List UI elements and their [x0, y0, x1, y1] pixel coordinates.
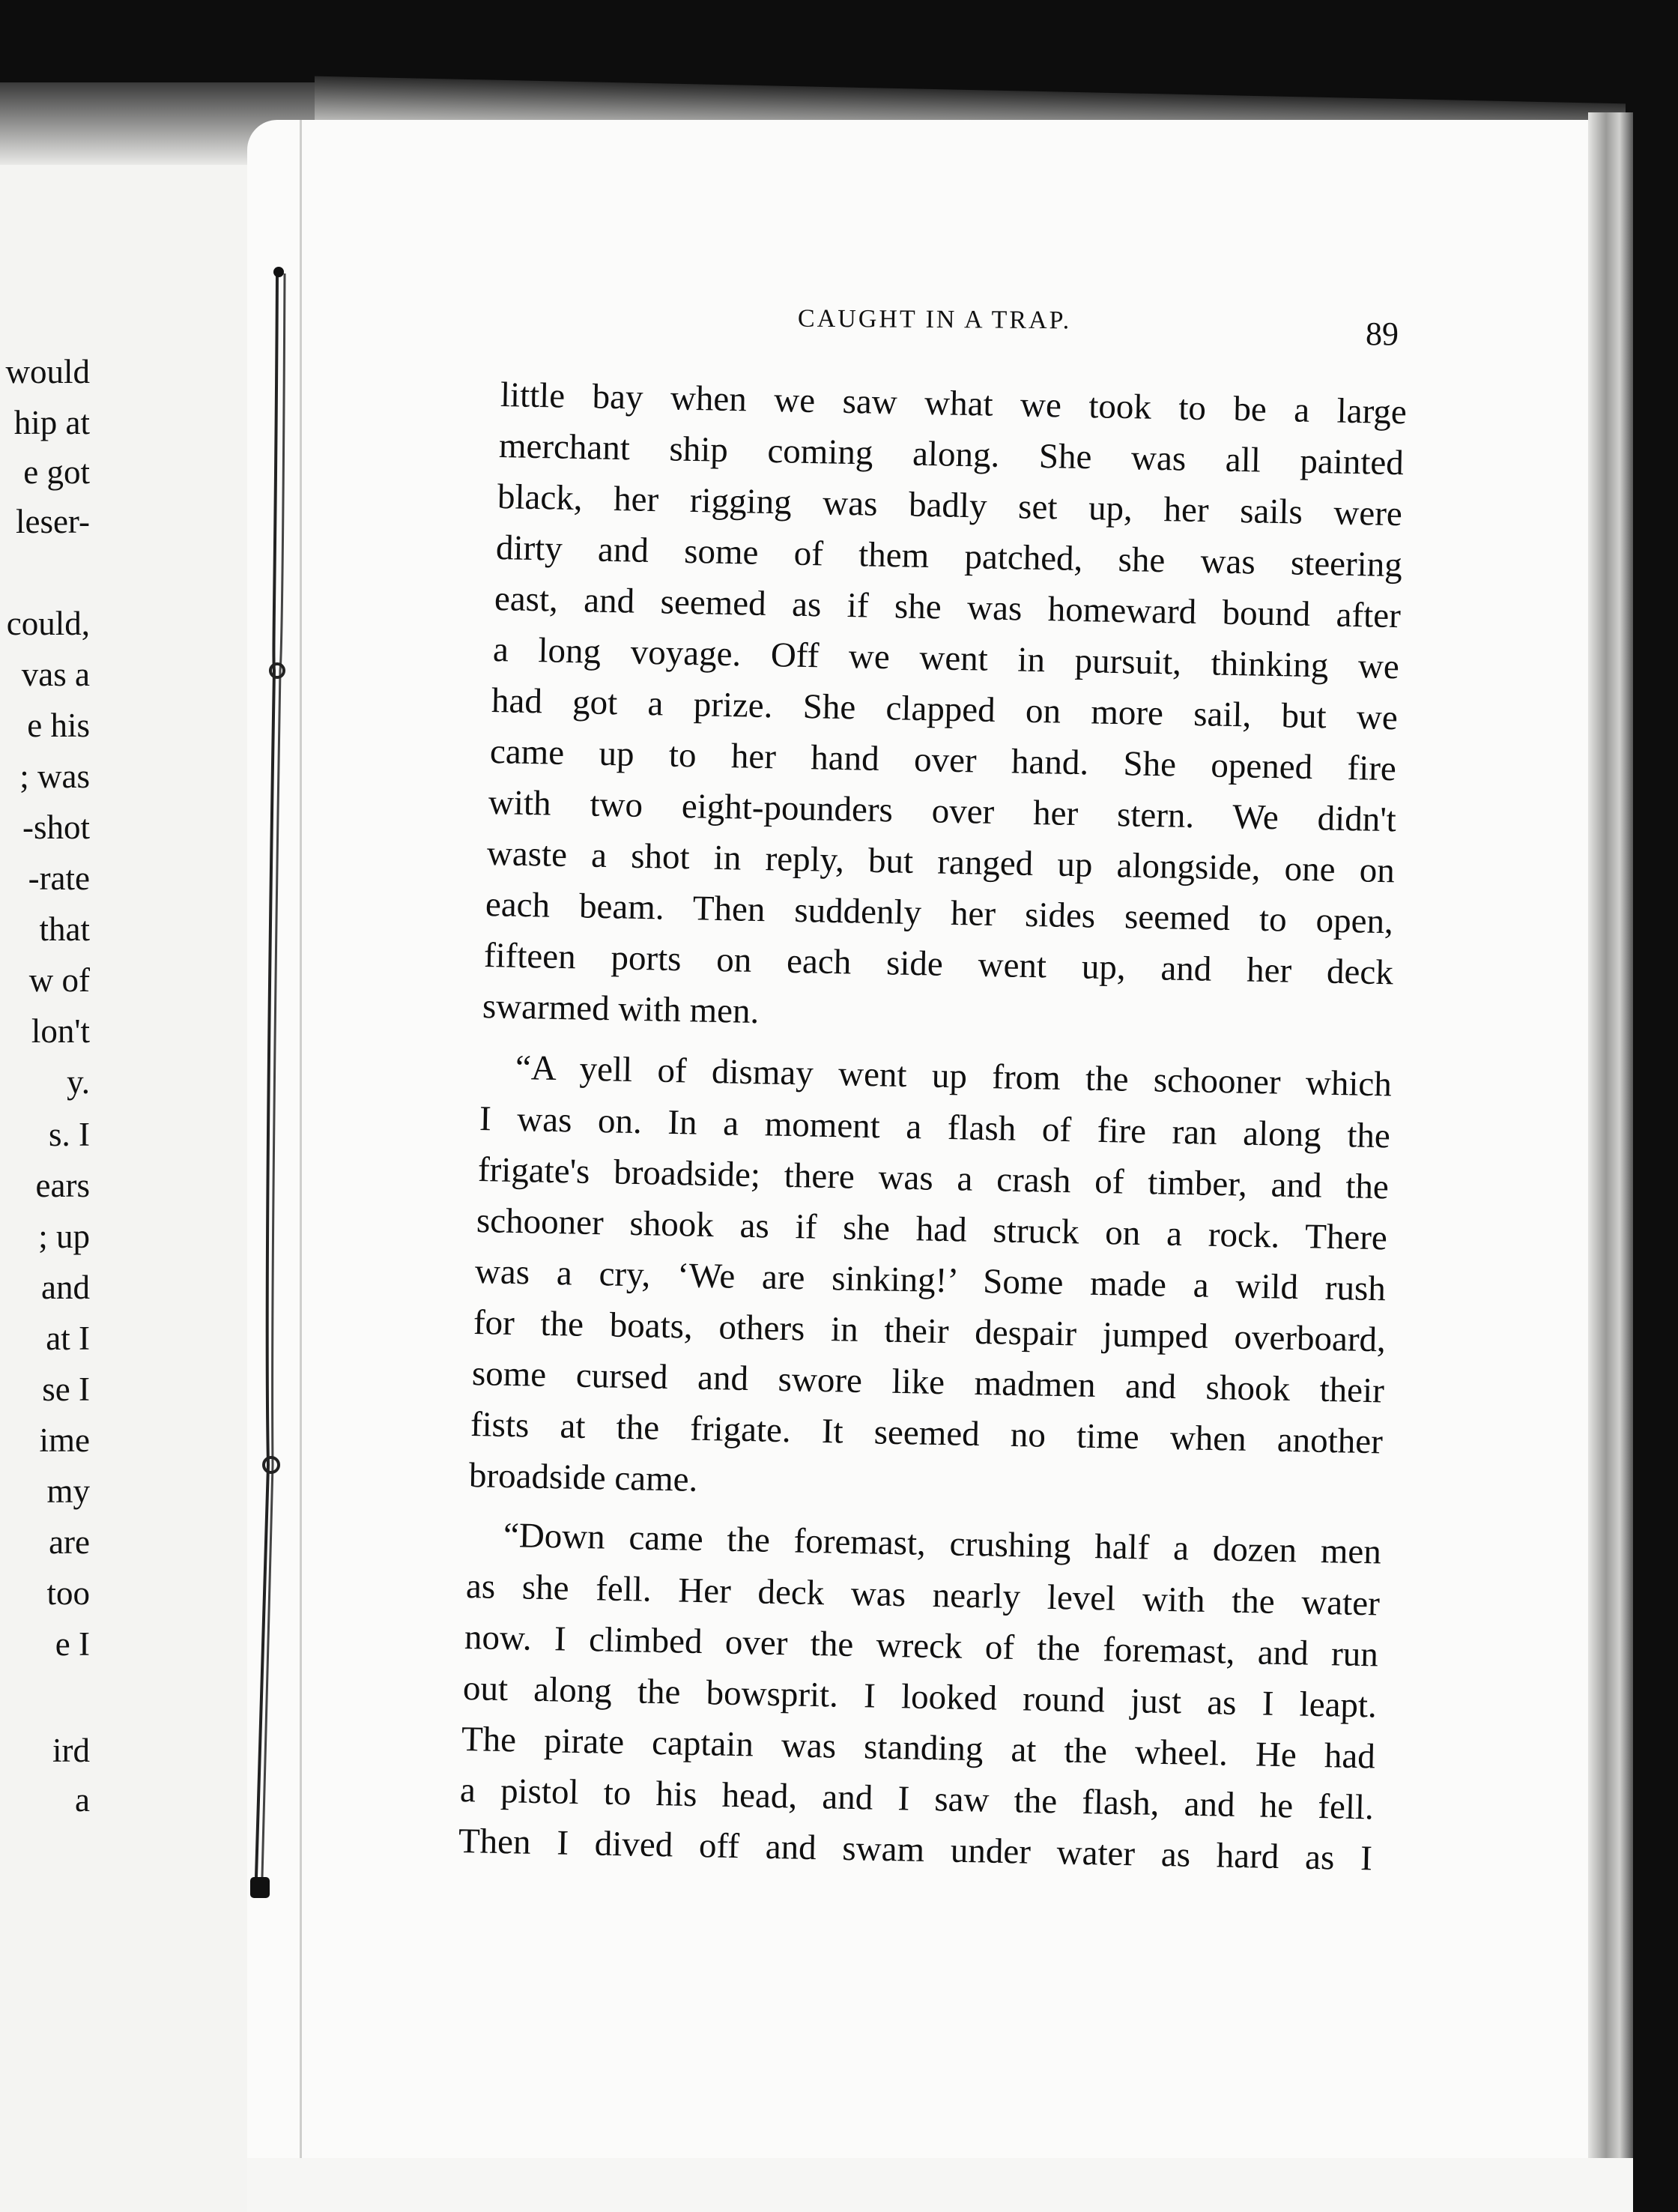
text-line: dirty and some of them patched, she was steering	[495, 528, 1403, 585]
left-line: lon't	[31, 1012, 90, 1050]
left-line: ; was	[19, 758, 90, 795]
page-block-edge	[1588, 112, 1633, 2196]
page-bottom-margin	[247, 2158, 1633, 2212]
left-line: that	[39, 910, 90, 948]
left-line: ; up	[38, 1218, 90, 1255]
left-line: e I	[55, 1625, 90, 1663]
bookmark-ribbon-icon	[240, 266, 307, 1915]
text-line: a long voyage. Off we went in pursuit, thinking we	[492, 630, 1400, 687]
text-line: Then I dived off and swam under water as hard as I	[458, 1822, 1373, 1879]
text-line: fifteen ports on each side went up, and her deck	[483, 936, 1394, 993]
text-line: was a cry, ‘We are sinking!’ Some made a wild rush	[474, 1252, 1387, 1309]
left-line: e his	[27, 707, 90, 744]
text-line: came up to her hand over hand. She opened fire	[489, 732, 1397, 789]
text-line: schooner shook as if she had struck on a rock. There	[476, 1201, 1388, 1258]
text-line: The pirate captain was standing at the wheel. He had	[461, 1720, 1376, 1777]
text-line: fists at the frigate. It seemed no time when another	[470, 1405, 1384, 1462]
text-line: swarmed with men.	[482, 987, 760, 1032]
text-line: with two eight-pounders over her stern. We didn't	[488, 783, 1397, 840]
left-line: could,	[6, 605, 90, 642]
left-line: e got	[23, 453, 90, 491]
text-line: I was on. In a moment a flash of fire ran along the	[479, 1099, 1391, 1156]
left-line: hip at	[13, 404, 90, 441]
running-head: CAUGHT IN A TRAP.	[797, 304, 1072, 335]
left-line: too	[46, 1574, 90, 1612]
text-line: waste a shot in reply, but ranged up alongside, one on	[486, 834, 1396, 891]
text-line: had got a prize. She clapped on more sail, but we	[491, 681, 1399, 738]
text-line: out along the bowsprit. I looked round just as I leapt.	[462, 1669, 1378, 1726]
text-line: now. I climbed over the wreck of the foremast, and run	[464, 1618, 1379, 1675]
left-line: s. I	[49, 1116, 90, 1153]
text-line: “A yell of dismay went up from the schooner which	[515, 1048, 1393, 1105]
text-line: each beam. Then suddenly her sides seemed to open,	[485, 885, 1394, 942]
text-line: as she fell. Her deck was nearly level with the water	[465, 1567, 1381, 1624]
text-line: little bay when we saw what we took to be a large	[500, 375, 1408, 432]
left-line: se I	[42, 1371, 90, 1408]
text-line: merchant ship coming along. She was all painted	[498, 426, 1405, 483]
text-line: east, and seemed as if she was homeward bound after	[494, 579, 1402, 636]
text-line: broadside came.	[468, 1456, 698, 1499]
left-line: w of	[28, 961, 90, 999]
left-line: leser-	[15, 503, 90, 540]
left-line: are	[49, 1523, 90, 1561]
text-line: black, her rigging was badly set up, her sails were	[497, 477, 1403, 534]
left-line: my	[46, 1472, 90, 1510]
text-line: frigate's broadside; there was a crash of timber, and the	[477, 1150, 1390, 1207]
left-line: ird	[52, 1732, 90, 1769]
left-line: a	[75, 1781, 90, 1819]
left-line: -shot	[22, 809, 90, 846]
left-line: ime	[39, 1421, 90, 1459]
text-line: for the boats, others in their despair jumped overboard,	[473, 1303, 1387, 1360]
text-line: some cursed and swore like madmen and shook their	[471, 1354, 1385, 1411]
left-line: -rate	[28, 859, 90, 897]
left-line: and	[41, 1269, 90, 1306]
left-line: at I	[46, 1320, 90, 1357]
left-line: ears	[35, 1167, 90, 1204]
text-line: a pistol to his head, and I saw the flash, and he fell.	[459, 1771, 1375, 1828]
text-line: “Down came the foremast, crushing half a dozen men	[503, 1516, 1382, 1572]
left-line: would	[5, 353, 90, 390]
page-number: 89	[1366, 315, 1399, 352]
left-line: y.	[67, 1063, 90, 1101]
left-line: vas a	[21, 656, 90, 693]
